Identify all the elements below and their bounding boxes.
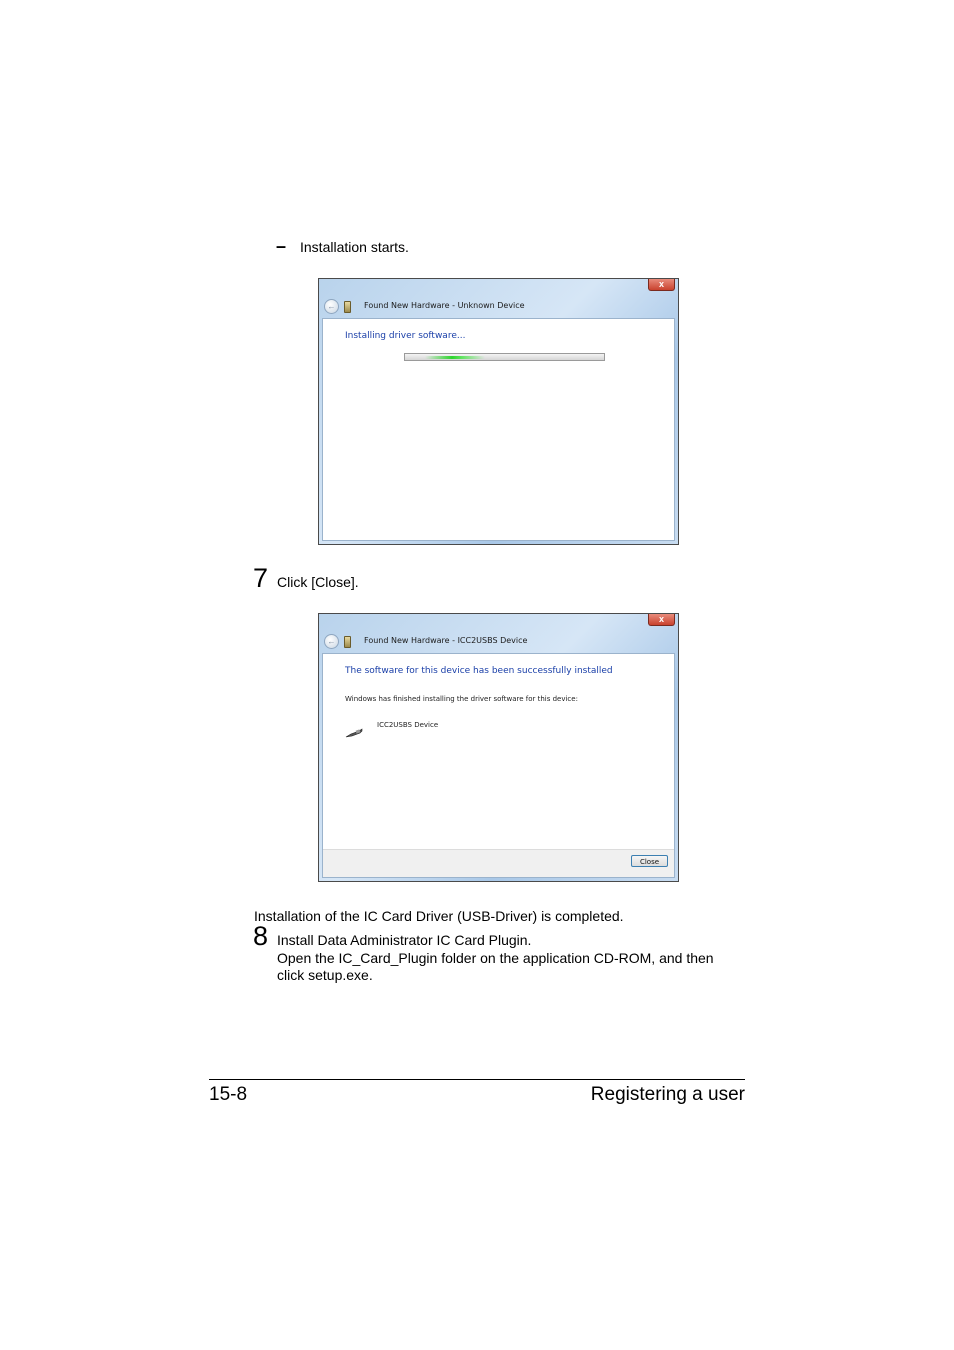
progress-glow xyxy=(425,356,485,359)
installing-heading: Installing driver software... xyxy=(345,331,466,341)
step-8-line-3: click setup.exe. xyxy=(277,967,373,983)
back-arrow-icon[interactable]: ← xyxy=(324,634,339,649)
progress-bar xyxy=(404,353,605,361)
close-icon[interactable]: x xyxy=(648,279,675,291)
section-title: Registering a user xyxy=(590,1084,745,1105)
usb-device-icon xyxy=(345,728,363,738)
step-8-line-2: Open the IC_Card_Plugin folder on the application CD-ROM, and then xyxy=(277,950,714,966)
hardware-icon xyxy=(344,636,351,648)
dialog-titlebar xyxy=(319,279,678,317)
dialog-content xyxy=(322,653,675,878)
installing-driver-dialog xyxy=(318,278,679,545)
installation-starts-text: Installation starts. xyxy=(300,239,409,255)
back-arrow-icon[interactable]: ← xyxy=(324,299,339,314)
dialog-content xyxy=(322,318,675,541)
step-8-line-1: Install Data Administrator IC Card Plugin. xyxy=(277,932,532,948)
step-7-text: Click [Close]. xyxy=(277,574,359,590)
completed-text: Installation of the IC Card Driver (USB-Driver) is completed. xyxy=(254,908,624,924)
footer-rule xyxy=(209,1079,745,1080)
close-button[interactable]: Close xyxy=(631,855,668,867)
install-complete-dialog xyxy=(318,613,679,882)
bullet-dash: – xyxy=(276,236,287,256)
dialog-footer xyxy=(323,849,674,877)
success-heading: The software for this device has been successfully installed xyxy=(345,666,613,676)
device-name: ICC2USBS Device xyxy=(377,721,439,729)
dialog-titlebar xyxy=(319,614,678,652)
step-7-number: 7 xyxy=(253,563,269,593)
close-icon[interactable]: x xyxy=(648,614,675,626)
page-number: 15-8 xyxy=(209,1084,248,1105)
hardware-icon xyxy=(344,301,351,313)
dialog-title: Found New Hardware - ICC2USBS Device xyxy=(364,636,528,645)
step-8-number: 8 xyxy=(253,921,269,951)
finished-message: Windows has finished installing the driver software for this device: xyxy=(345,695,578,703)
dialog-title: Found New Hardware - Unknown Device xyxy=(364,301,525,310)
